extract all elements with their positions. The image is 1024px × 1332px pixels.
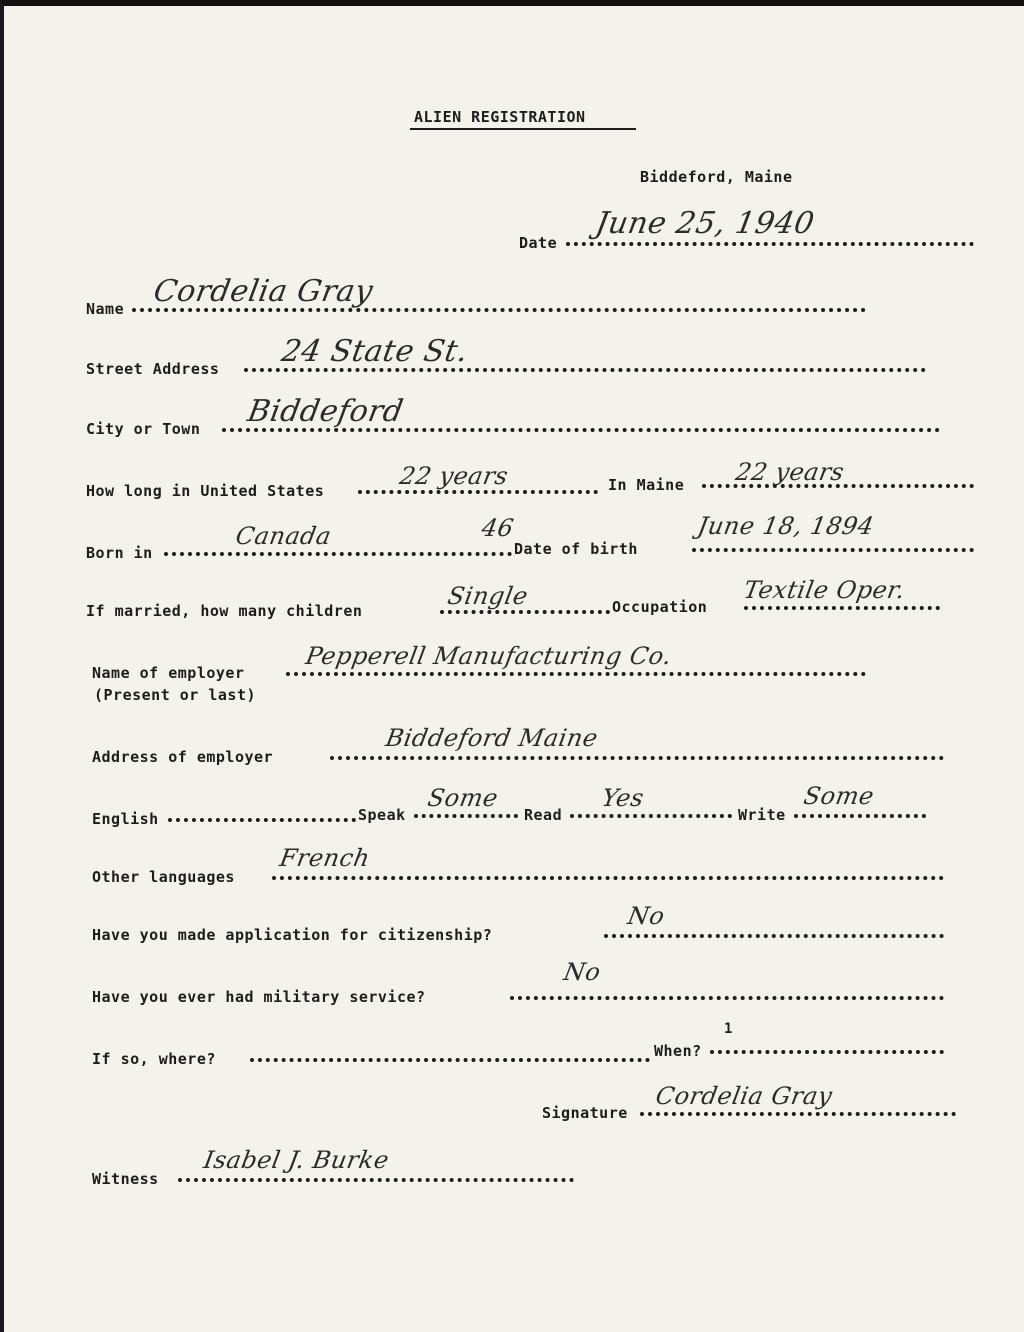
married-entry: Single [445, 582, 531, 610]
speak-entry: Some [425, 784, 501, 812]
title-underline [410, 128, 636, 130]
date-label: Date [519, 234, 558, 252]
date-entry: June 25, 1940 [592, 206, 818, 241]
english-label: English [92, 810, 159, 828]
form-location: Biddeford, Maine [640, 168, 793, 186]
where-label: If so, where? [92, 1050, 216, 1068]
city-entry: Biddeford [244, 394, 407, 429]
when-dots [710, 1050, 944, 1054]
write-dots [794, 814, 926, 818]
other-languages-label: Other languages [92, 868, 235, 886]
signature-dots [640, 1112, 956, 1116]
employer-note: (Present or last) [94, 686, 257, 704]
employer-entry: Pepperell Manufacturing Co. [303, 642, 674, 670]
date-dots [566, 242, 974, 246]
other-languages-entry: French [277, 844, 373, 872]
witness-label: Witness [92, 1170, 159, 1188]
read-label: Read [524, 806, 563, 824]
write-entry: Some [801, 782, 877, 810]
military-dots [510, 996, 944, 1000]
occupation-dots [744, 606, 940, 610]
signature-entry: Cordelia Gray [653, 1082, 835, 1110]
employer-dots [286, 672, 866, 676]
where-dots [250, 1058, 650, 1062]
form-title: ALIEN REGISTRATION [414, 108, 586, 126]
street-label: Street Address [86, 360, 220, 378]
employer-address-label: Address of employer [92, 748, 274, 766]
employer-label: Name of employer [92, 664, 245, 682]
witness-entry: Isabel J. Burke [201, 1146, 392, 1174]
name-label: Name [86, 300, 125, 318]
citizenship-entry: No [625, 902, 667, 930]
speak-dots [414, 814, 518, 818]
dob-entry: June 18, 1894 [695, 512, 877, 540]
married-label: If married, how many children [86, 602, 363, 620]
stamp-mark: 1 [724, 1021, 733, 1037]
born-in-label: Born in [86, 544, 153, 562]
born-in-dots [164, 552, 512, 556]
married-dots [440, 610, 610, 614]
how-long-dots [358, 490, 598, 494]
born-in-entry: Canada [233, 522, 334, 550]
when-label: When? [654, 1042, 702, 1060]
military-label: Have you ever had military service? [92, 988, 426, 1006]
name-entry: Cordelia Gray [150, 274, 376, 309]
employer-address-dots [330, 756, 944, 760]
signature-label: Signature [542, 1104, 628, 1122]
dob-label: Date of birth [514, 540, 638, 558]
occupation-entry: Textile Oper. [741, 576, 908, 604]
speak-label: Speak [358, 806, 406, 824]
citizenship-dots [604, 934, 944, 938]
in-maine-entry: 22 years [733, 458, 847, 486]
occupation-label: Occupation [612, 598, 708, 616]
other-languages-dots [272, 876, 944, 880]
street-entry: 24 State St. [278, 334, 471, 369]
employer-address-entry: Biddeford Maine [383, 724, 601, 752]
english-dots-1 [168, 818, 356, 822]
dob-dots [692, 548, 974, 552]
city-label: City or Town [86, 420, 201, 438]
write-label: Write [738, 806, 786, 824]
witness-dots [178, 1178, 574, 1182]
how-long-label: How long in United States [86, 482, 325, 500]
age-entry: 46 [479, 514, 517, 542]
how-long-entry: 22 years [397, 462, 511, 490]
in-maine-label: In Maine [608, 476, 685, 494]
read-dots [570, 814, 732, 818]
citizenship-label: Have you made application for citizenship? [92, 926, 493, 944]
read-entry: Yes [599, 784, 647, 812]
military-entry: No [561, 958, 603, 986]
